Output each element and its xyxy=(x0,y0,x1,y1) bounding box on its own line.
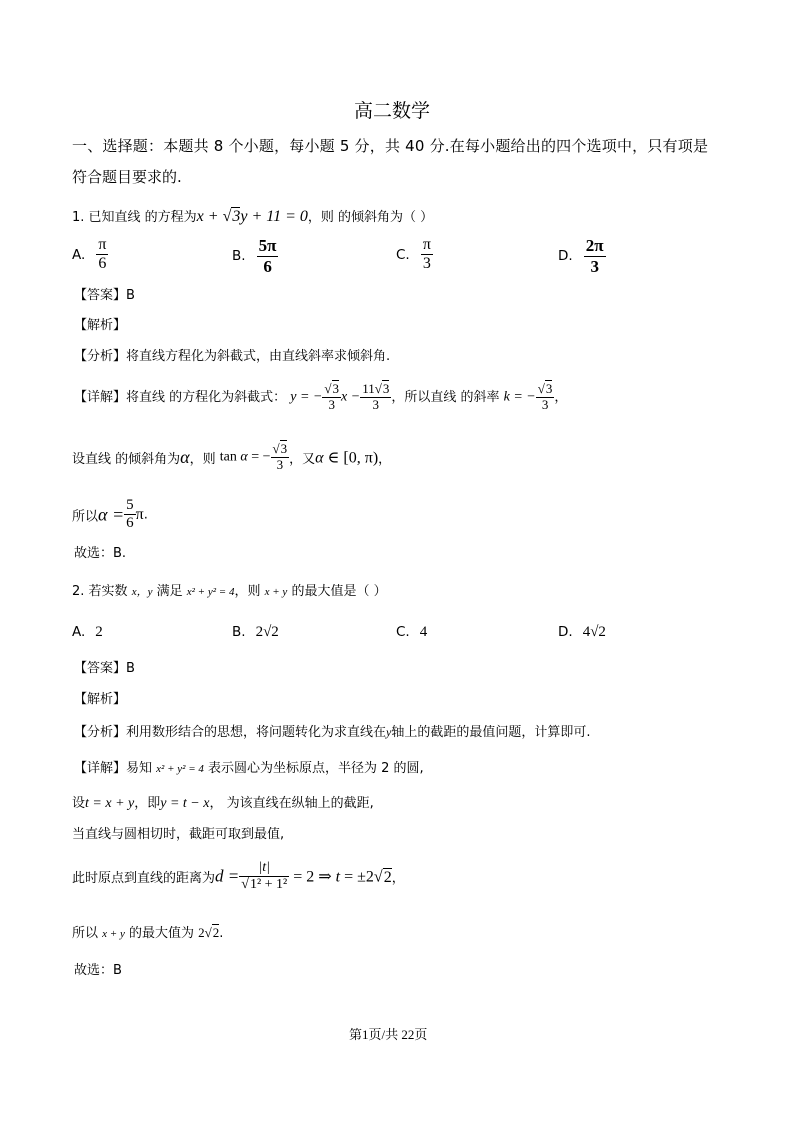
q1-analysis-label: 【解析】 xyxy=(74,318,127,333)
q2-conclusion: 故选：B xyxy=(74,963,122,978)
q2-option-d: D. 4√2 xyxy=(558,624,606,640)
q2-max-line: 所以 x + y 的最大值为 2√2. xyxy=(72,925,224,941)
q1-option-d: D. $\frac{2\pi}{3}$ xyxy=(558,236,604,276)
q2-detail-line1: 【详解】易知 x² + y² = 4 表示圆心为坐标原点，半径为 2 的圆, xyxy=(74,761,424,776)
q2-option-b: B. 2√2 xyxy=(232,624,279,640)
q1-option-c: C. $\frac{\pi}{3}$ xyxy=(396,236,431,273)
q1-stem-suffix: ，则 的倾斜角为（ ） xyxy=(307,210,434,225)
q1-answer: 【答案】B xyxy=(74,288,135,303)
q2-tangent: 当直线与圆相切时，截距可取到最值, xyxy=(72,827,285,842)
q2-distance-line: 此时原点到直线的距离为d = $\frac{|t|}{\text{√1² + 1²}}$ = 2 ⇒ t = ±2√2， xyxy=(72,860,405,893)
q1-option-a: A. $\frac{\pi}{6}$ xyxy=(72,236,107,273)
section-heading-line1: 一、选择题：本题共 8 个小题，每小题 5 分，共 40 分.在每小题给出的四个选项中，只有项是 xyxy=(72,137,709,155)
q2-option-c: C. 4 xyxy=(396,624,428,640)
q1-detail-line1: 【详解】将直线 的方程化为斜截式： y = − $\frac{√3}{3}$ x − $\frac{11√3}{3}$ ，所以直线 的斜率 k = − $\frac{√3}{3}$ ， xyxy=(74,381,568,412)
q2-option-a: A. 2 xyxy=(72,624,103,640)
q1-analysis: 【分析】将直线方程化为斜截式，由直线斜率求倾斜角. xyxy=(74,349,391,364)
question-2-stem: 2. 若实数 x，y 满足 x² + y² = 4，则 x + y 的最大值是（ ） xyxy=(72,584,387,599)
question-1-stem xyxy=(72,206,433,226)
q2-detail-line2: 设t = x + y，即y = t − x， 为该直线在纵轴上的截距, xyxy=(72,796,374,811)
section-heading-line2: 符合题目要求的. xyxy=(72,168,182,186)
q1-detail-line3: 所以α = $\frac{5}{6}$ π. xyxy=(72,497,148,532)
q2-analysis-label: 【解析】 xyxy=(74,692,127,707)
page-title: 高二数学 xyxy=(354,100,431,122)
page-footer: 第1页/共 22页 xyxy=(349,1027,428,1042)
q1-conclusion: 故选：B. xyxy=(74,546,127,561)
q1-equation: x + √3y + 11 = 0 xyxy=(196,208,308,225)
q2-analysis: 【分析】利用数形结合的思想，将问题转化为求直线在y轴上的截距的最值问题，计算即可. xyxy=(74,725,591,740)
q1-detail-line2: 设直线 的倾斜角为α，则 tan α = − $\frac{√3}{3}$ ，又α ∈ [0, π)， xyxy=(72,441,392,472)
q2-answer: 【答案】B xyxy=(74,661,135,676)
q1-stem-prefix: 1. 已知直线 的方程为 xyxy=(72,210,197,225)
q1-option-b: B. $\frac{5\pi}{6}$ xyxy=(232,236,277,276)
